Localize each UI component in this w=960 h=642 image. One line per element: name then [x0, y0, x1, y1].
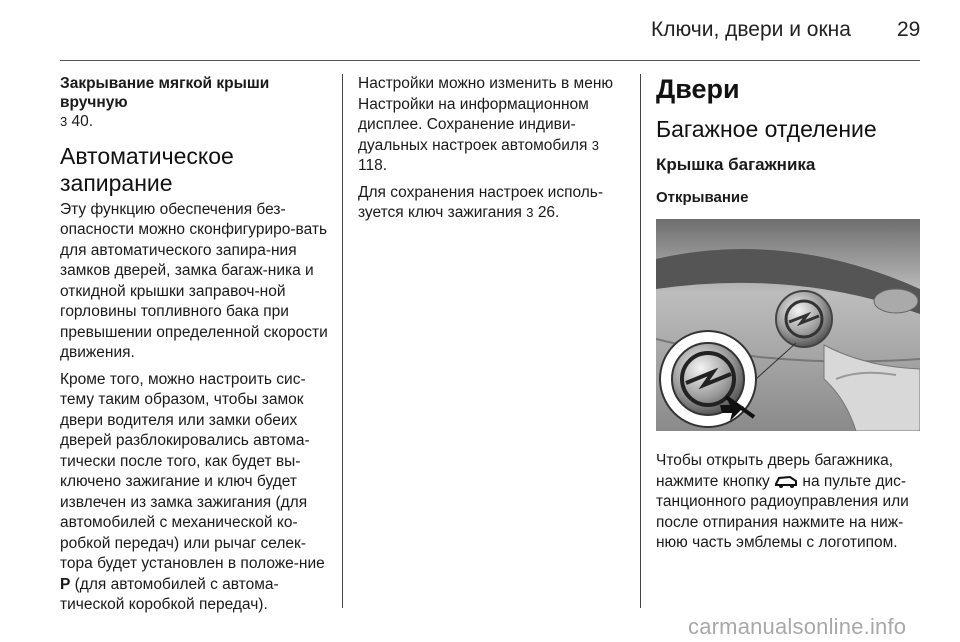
chapter-title-doors: Двери — [656, 74, 740, 104]
paragraph: Для сохранения настроек исполь-зуется ключ зажигания 3 26. — [358, 183, 604, 221]
paragraph: Кроме того, можно настроить сис-тему таким образом, чтобы замок двери водителя или замки обеих дверей разблокировались автома-тически после того, как будет вы-ключено зажигание и ключ будет извлечен из замка зажигания (для автомобилей с механической ко-робкой передач) или рычаг селек-тора будет установлен в положе-ние P (для автомобилей с автома-тической коробкой передач). — [60, 370, 325, 613]
column-divider-2 — [640, 74, 641, 608]
paragraph: Эту функцию обеспечения без-опасности можно сконфигуриро-вать для автоматического запира-ния замков дверей, замка багаж-ника и откидной крышки заправоч-ной горловины топливного бака при превышении определенной скорости движения. — [60, 200, 328, 361]
ref-page: 40. — [71, 113, 94, 130]
column-divider-1 — [342, 74, 343, 608]
column-1 — [60, 74, 332, 622]
header-divider — [60, 60, 920, 61]
cross-ref-arrow-icon: 3 — [60, 114, 68, 129]
paragraph: Настройки можно изменить в меню Настройки на информационном дисплее. Сохранение индиви-дуальных настроек автомобиля 3 118. — [358, 75, 614, 174]
column-2 — [358, 74, 628, 230]
watermark: carmanualsonline.info — [688, 614, 907, 639]
running-header-title: Ключи, двери и окна — [651, 18, 851, 41]
cross-ref-arrow-icon: 3 — [591, 137, 599, 153]
manual-roof-heading: Закрывание мягкой крыши вручную — [60, 75, 270, 111]
section-title-trunk: Багажное отделение — [656, 116, 877, 142]
subsection-title-trunk-lid: Крышка багажника — [656, 155, 816, 174]
column-3 — [656, 74, 924, 560]
gear-p-label: P — [60, 575, 71, 593]
car-trunk-icon — [774, 474, 798, 489]
trunk-emblem-photo — [656, 219, 920, 431]
ref-page[interactable]: 118. — [358, 157, 388, 174]
section-title-auto-lock: Автоматическое запирание — [60, 142, 234, 196]
cross-ref-arrow-icon: 3 — [526, 205, 534, 220]
subsection-title-opening: Открывание — [656, 189, 749, 206]
ref-page[interactable]: 26. — [537, 204, 560, 221]
paragraph: Чтобы открыть дверь багажника, нажмите кнопку на пульте дис-танционного радиоуправления или после отпирания нажмите на ниж-нюю часть эмблемы с логотипом. — [656, 452, 909, 551]
page-number: 29 — [897, 18, 921, 41]
manual-roof-ref[interactable] — [60, 112, 332, 133]
